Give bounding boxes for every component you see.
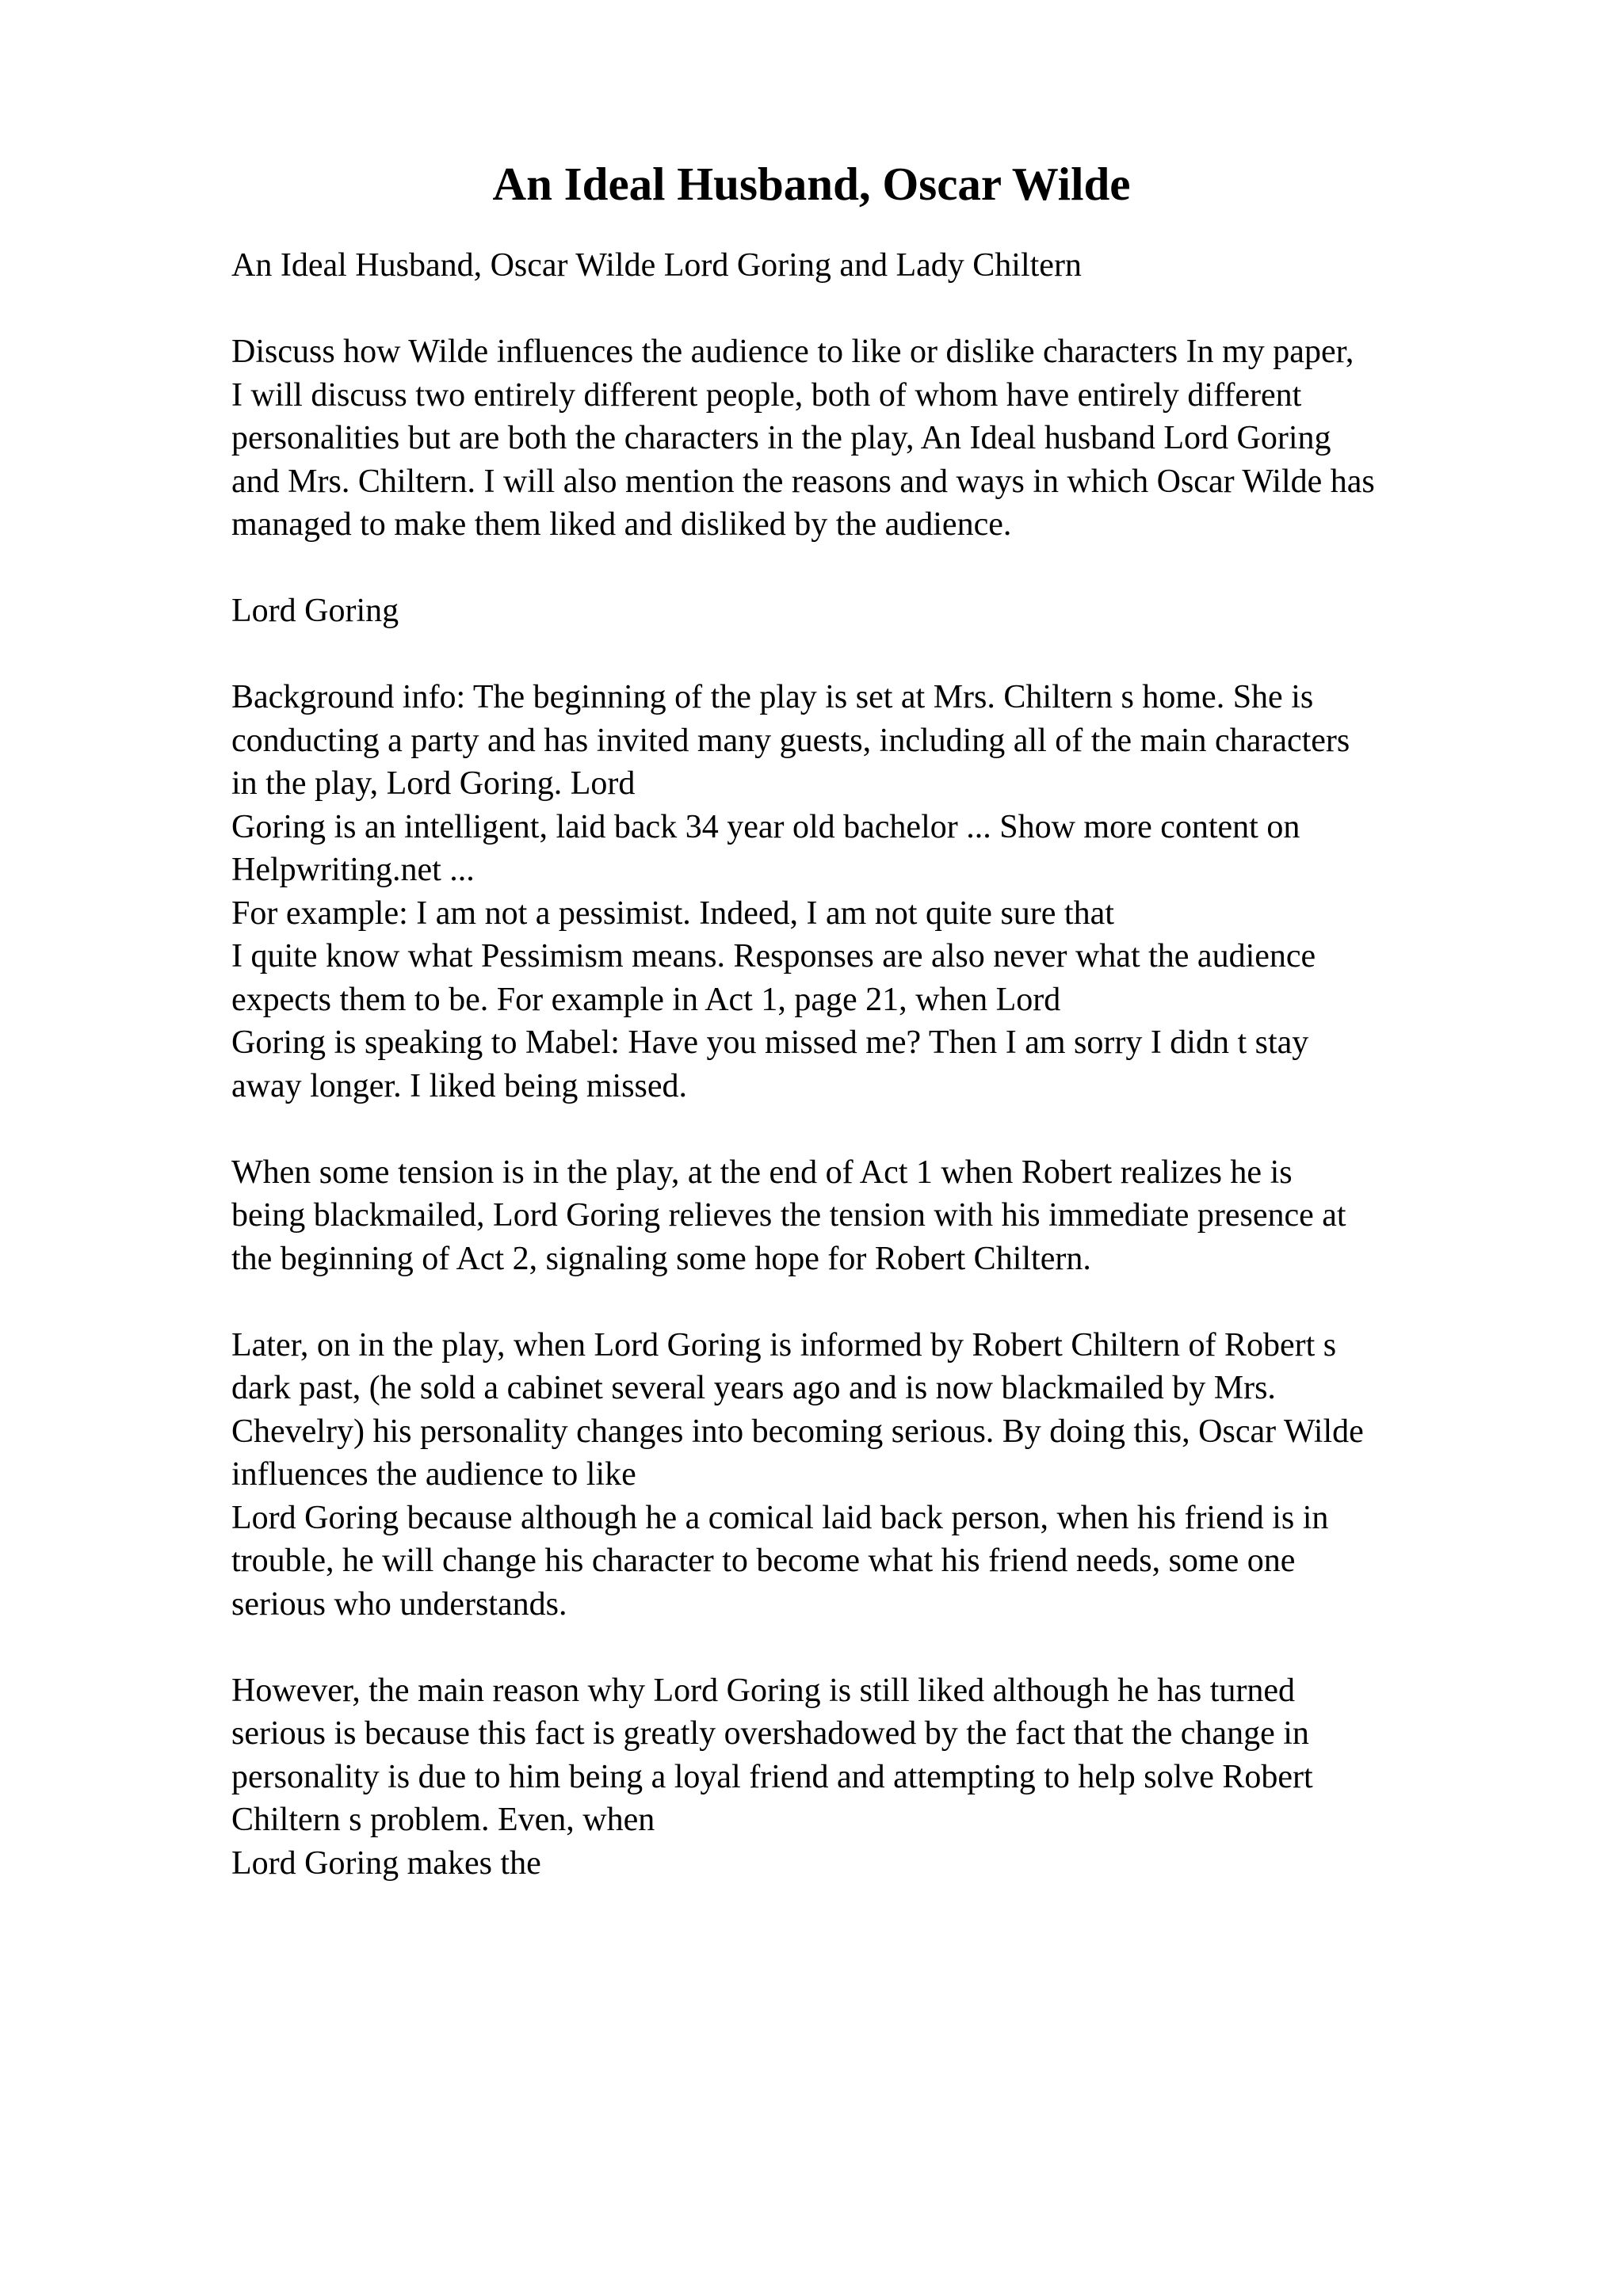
- text-line: dark past, (he sold a cabinet several years ago and is now blackmailed by Mrs.: [231, 1370, 1276, 1406]
- text-line: expects them to be. For example in Act 1, page 21, when Lord: [231, 981, 1061, 1018]
- text-line: the beginning of Act 2, signaling some hope for Robert Chiltern.: [231, 1240, 1091, 1277]
- document-title: An Ideal Husband, Oscar Wilde: [492, 158, 1131, 210]
- text-line: Goring is speaking to Mabel: Have you missed me? Then I am sorry I didn t stay: [231, 1024, 1309, 1061]
- text-line: Helpwriting.net ...: [231, 852, 475, 888]
- text-line: Chevelry) his personality changes into becoming serious. By doing this, Oscar Wilde: [231, 1413, 1364, 1450]
- text-line: and Mrs. Chiltern. I will also mention the reasons and ways in which Oscar Wilde has: [231, 463, 1375, 500]
- paragraph-spacer: [231, 1626, 1594, 1669]
- body-paragraph: [231, 589, 1594, 633]
- text-line: being blackmailed, Lord Goring relieves the tension with his immediate presence at: [231, 1197, 1346, 1234]
- text-line: I quite know what Pessimism means. Responses are also never what the audience: [231, 938, 1316, 974]
- text-line: When some tension is in the play, at the end of Act 1 when Robert realizes he is: [231, 1154, 1293, 1191]
- text-line: conducting a party and has invited many guests, including all of the main characters: [231, 722, 1350, 759]
- text-line: However, the main reason why Lord Goring is still liked although he has turned: [231, 1672, 1296, 1709]
- body-paragraph: [231, 1324, 1594, 1627]
- text-line: personality is due to him being a loyal friend and attempting to help solve Robert: [231, 1758, 1313, 1795]
- text-line: Discuss how Wilde influences the audience to like or dislike characters In my paper,: [231, 334, 1354, 370]
- text-line: Goring is an intelligent, laid back 34 year old bachelor ... Show more content on: [231, 808, 1300, 845]
- text-line: I will discuss two entirely different people, both of whom have entirely different: [231, 376, 1302, 414]
- text-line: serious is because this fact is greatly overshadowed by the fact that the change in: [231, 1715, 1309, 1752]
- text-line: personalities but are both the characters in the play, An Ideal husband Lord Goring: [231, 420, 1331, 456]
- paragraph-spacer: [231, 1280, 1594, 1324]
- body-paragraph: [231, 1151, 1594, 1281]
- text-line: serious who understands.: [231, 1585, 567, 1623]
- document-body: [231, 244, 1594, 1885]
- text-line: For example: I am not a pessimist. Indeed, I am not quite sure that: [231, 894, 1114, 932]
- text-line: Later, on in the play, when Lord Goring is informed by Robert Chiltern of Robert s: [231, 1326, 1337, 1363]
- paragraph-spacer: [231, 1108, 1594, 1151]
- body-paragraph: [231, 330, 1594, 547]
- text-line: Lord Goring makes the: [231, 1844, 541, 1882]
- text-line: An Ideal Husband, Oscar Wilde Lord Goring and Lady Chiltern: [231, 247, 1082, 284]
- paragraph-spacer: [231, 633, 1594, 677]
- body-paragraph: [231, 676, 1594, 1108]
- text-line: influences the audience to like: [231, 1456, 636, 1493]
- text-line: managed to make them liked and disliked by the audience.: [231, 506, 1012, 543]
- body-paragraph: [231, 1669, 1594, 1886]
- text-line: Background info: The beginning of the play is set at Mrs. Chiltern s home. She is: [231, 679, 1314, 715]
- paragraph-spacer: [231, 288, 1594, 331]
- text-line: Chiltern s problem. Even, when: [231, 1802, 655, 1838]
- text-line: away longer. I liked being missed.: [231, 1067, 688, 1104]
- text-line: trouble, he will change his character to become what his friend needs, some one: [231, 1543, 1296, 1579]
- body-paragraph: [231, 244, 1594, 288]
- text-line: in the play, Lord Goring. Lord: [231, 765, 636, 802]
- paragraph-spacer: [231, 547, 1594, 590]
- text-line: Lord Goring: [231, 593, 399, 629]
- text-line: Lord Goring because although he a comical laid back person, when his friend is in: [231, 1499, 1329, 1536]
